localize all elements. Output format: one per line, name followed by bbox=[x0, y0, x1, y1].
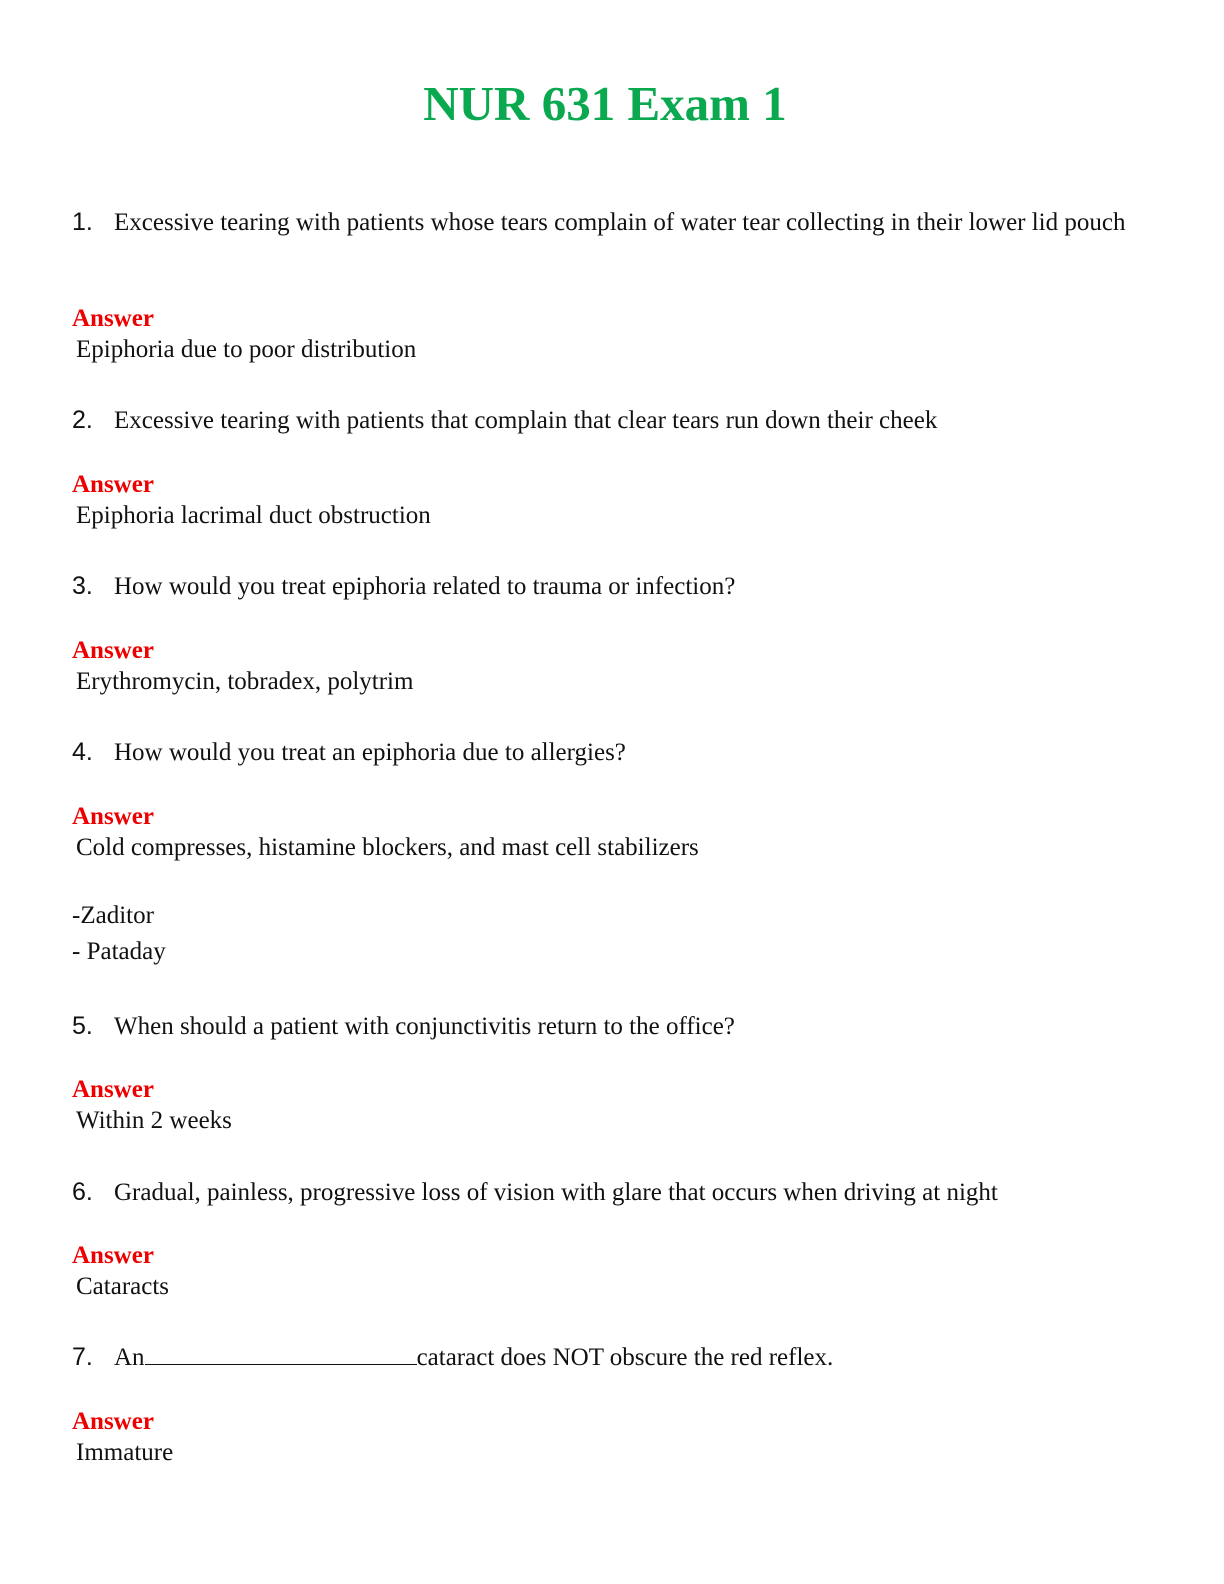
question-number: 6. bbox=[72, 1178, 93, 1206]
answer-label: Answer bbox=[72, 803, 154, 830]
question-3 bbox=[72, 571, 1132, 602]
answer-text: Cataracts bbox=[76, 1273, 170, 1300]
answer-text: Epiphoria lacrimal duct obstruction bbox=[76, 502, 431, 529]
question-number: 3. bbox=[72, 572, 93, 600]
answer-1 bbox=[72, 303, 1132, 365]
answer-text: Within 2 weeks bbox=[76, 1107, 232, 1134]
page-title: NUR 631 Exam 1 bbox=[423, 76, 787, 131]
question-1 bbox=[72, 207, 1132, 238]
answer-text: Immature bbox=[76, 1439, 174, 1466]
question-text: 2. Excessive tearing with patients that complain that clear tears run down their cheek bbox=[72, 406, 938, 434]
answer-6 bbox=[72, 1240, 1132, 1302]
answer-text: Erythromycin, tobradex, polytrim bbox=[76, 668, 414, 695]
question-6 bbox=[72, 1177, 1132, 1208]
question-4 bbox=[72, 737, 1132, 768]
answer-label: Answer bbox=[72, 1408, 154, 1435]
question-text: 3. How would you treat epiphoria related to trauma or infection? bbox=[72, 572, 736, 600]
question-number: 7. bbox=[72, 1343, 93, 1371]
question-number: 5. bbox=[72, 1012, 93, 1040]
answer-label: Answer bbox=[72, 637, 154, 664]
answer-label: Answer bbox=[72, 1242, 154, 1269]
question-text: 6. Gradual, painless, progressive loss of vision with glare that occurs when driving at night bbox=[72, 1178, 998, 1206]
question-number: 1. bbox=[72, 208, 93, 236]
question-text: 4. How would you treat an epiphoria due to allergies? bbox=[72, 738, 626, 766]
question-text: 1. Excessive tearing with patients whose tears complain of water tear collecting in their lower lid pouch bbox=[72, 208, 1126, 236]
answer-5 bbox=[72, 1074, 1132, 1136]
question-text: 5. When should a patient with conjunctivitis return to the office? bbox=[72, 1012, 735, 1040]
question-2 bbox=[72, 405, 1132, 436]
question-number: 2. bbox=[72, 406, 93, 434]
answer-3 bbox=[72, 635, 1132, 697]
answer-4-extra bbox=[72, 898, 1132, 970]
question-7 bbox=[72, 1342, 1132, 1373]
answer-label: Answer bbox=[72, 1076, 154, 1103]
question-text: 7. An cataract does NOT obscure the red reflex. bbox=[72, 1343, 834, 1371]
answer-label: Answer bbox=[72, 305, 154, 332]
answer-2 bbox=[72, 469, 1132, 531]
answer-text: Epiphoria due to poor distribution bbox=[76, 336, 417, 363]
answer-4 bbox=[72, 801, 1132, 863]
fill-in-blank bbox=[145, 1342, 417, 1365]
drug-item: - Pataday bbox=[72, 938, 166, 965]
answer-7 bbox=[72, 1406, 1132, 1468]
drug-item: -Zaditor bbox=[72, 902, 154, 929]
question-5 bbox=[72, 1011, 1132, 1042]
answer-label: Answer bbox=[72, 471, 154, 498]
question-number: 4. bbox=[72, 738, 93, 766]
answer-text: Cold compresses, histamine blockers, and mast cell stabilizers bbox=[76, 834, 699, 861]
